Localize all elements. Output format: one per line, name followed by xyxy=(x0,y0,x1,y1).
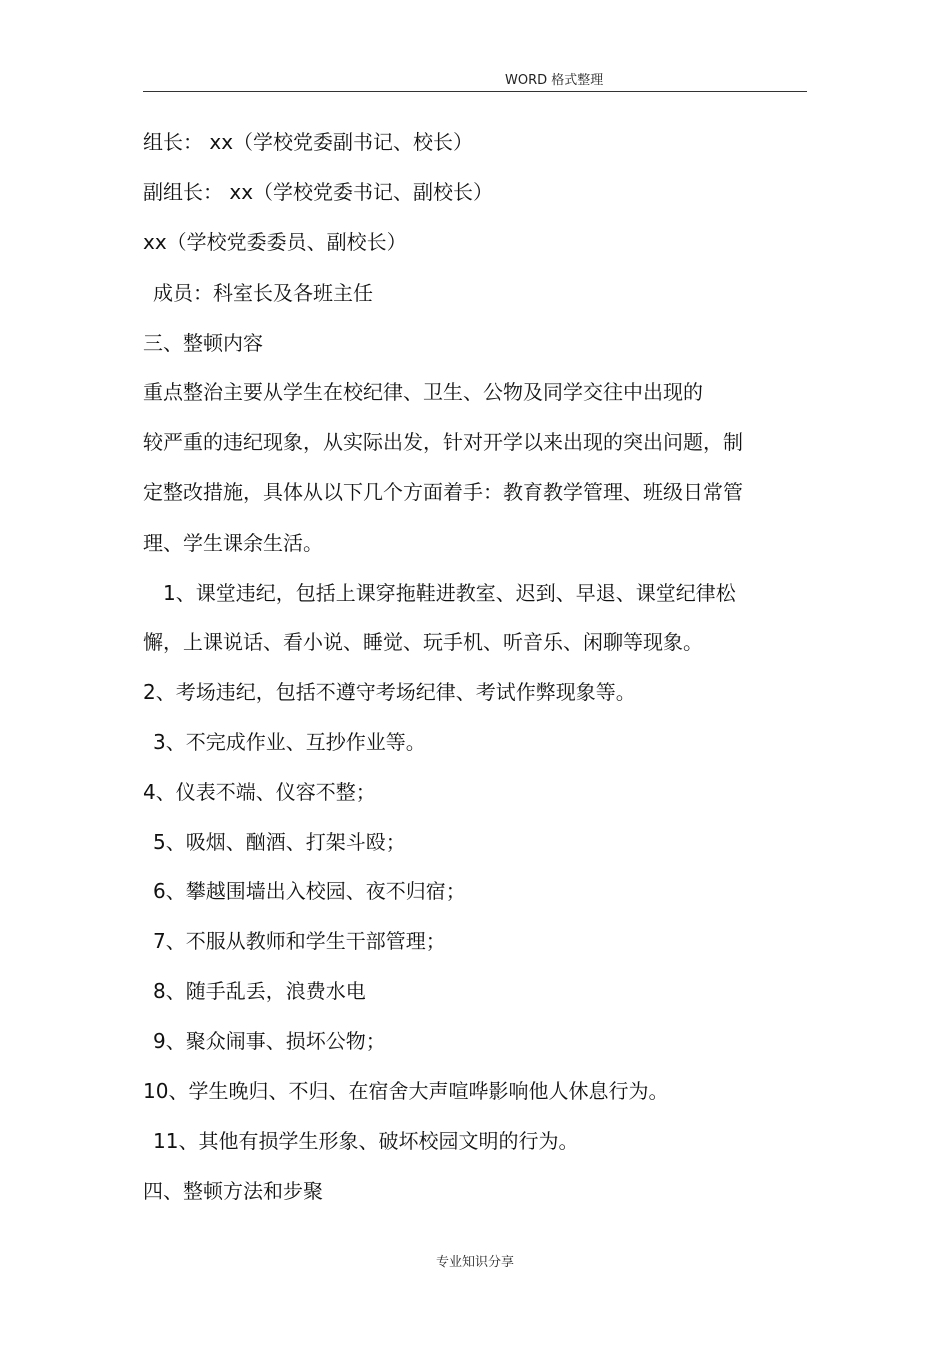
body-line: xx（学校党委委员、副校长） xyxy=(143,230,407,254)
list-item: 11、其他有损学生形象、破坏校园文明的行为。 xyxy=(153,1129,579,1153)
header-divider xyxy=(143,91,807,92)
body-line: 成员：科室长及各班主任 xyxy=(153,281,373,305)
header-title: WORD 格式整理 xyxy=(505,73,604,88)
body-line: 重点整治主要从学生在校纪律、卫生、公物及同学交往中出现的 xyxy=(143,380,703,404)
page-footer: 专业知识分享 xyxy=(435,1255,514,1270)
body-line: 理、学生课余生活。 xyxy=(143,531,323,555)
list-item: 9、聚众闹事、损坏公物； xyxy=(153,1029,386,1053)
list-item: 5、吸烟、酗酒、打架斗殴； xyxy=(153,830,406,854)
list-item: 3、不完成作业、互抄作业等。 xyxy=(153,730,426,754)
list-item: 4、仪表不端、仪容不整； xyxy=(143,780,376,804)
body-line: 懈，上课说话、看小说、睡觉、玩手机、听音乐、闲聊等现象。 xyxy=(143,630,703,654)
list-item: 10、学生晚归、不归、在宿舍大声喧哗影响他人休息行为。 xyxy=(143,1079,669,1103)
section-heading: 四、整顿方法和步聚 xyxy=(143,1179,323,1203)
body-line: 组长： xx（学校党委副书记、校长） xyxy=(143,130,474,154)
list-item: 2、考场违纪，包括不遵守考场纪律、考试作弊现象等。 xyxy=(143,680,636,704)
body-line: 较严重的违纪现象，从实际出发，针对开学以来出现的突出问题，制 xyxy=(143,430,743,454)
list-item: 7、不服从教师和学生干部管理； xyxy=(153,929,446,953)
list-item: 6、攀越围墙出入校园、夜不归宿； xyxy=(153,879,466,903)
body-line: 定整改措施，具体从以下几个方面着手：教育教学管理、班级日常管 xyxy=(143,480,743,504)
section-heading: 三、整顿内容 xyxy=(143,331,263,355)
list-item: 1、课堂违纪，包括上课穿拖鞋进教室、迟到、早退、课堂纪律松 xyxy=(163,581,736,605)
list-item: 8、随手乱丢，浪费水电 xyxy=(153,979,366,1003)
body-line: 副组长： xx（学校党委书记、副校长） xyxy=(143,180,494,204)
